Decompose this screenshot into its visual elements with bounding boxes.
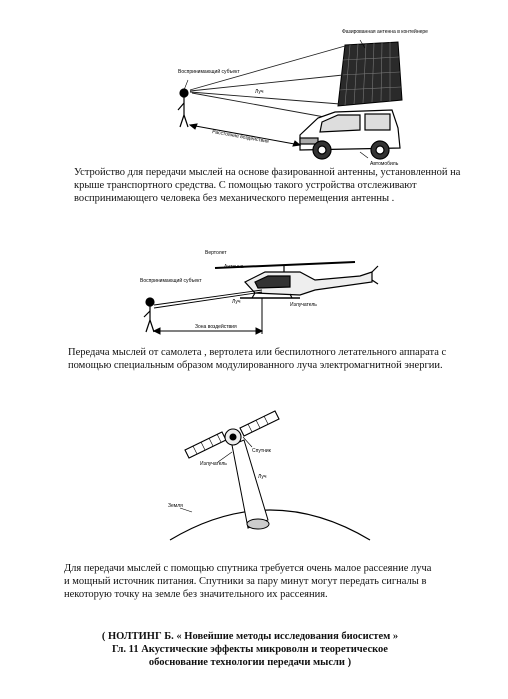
label-vehicle-1: Автомобиль [370,161,399,167]
label-distance-1: Расстояние воздействия [211,129,270,145]
label-beam-3: Луч [258,474,267,480]
caption-3-line-1: Для передачи мыслей с помощью спутника требуется очень малое рассеяние луча [64,563,432,574]
caption-1-line-1: Устройство для передачи мыслей на основе фазированной антенны, установленной на [74,167,461,178]
caption-3-line-2: и мощный источник питания. Спутники за пару минут могут передать сигналы в [64,576,427,587]
caption-3-line-3: некоторую точку на земле без значительного их рассеяния. [64,589,328,600]
label-emitter-2: Излучатель [290,302,317,308]
reference-line-1: ( НОЛТИНГ Б. « Новейшие методы исследования биосистем » [101,631,399,642]
label-earth: Земля [168,503,183,509]
label-beam-2: Луч [232,299,241,305]
earth-arc [170,510,370,540]
label-subject-1: Воспринимающий субъект [178,69,240,75]
caption-1-line-2: крыше транспортного средства. С помощью такого устройства отслеживают [74,180,417,191]
label-emitter-3: Излучатель [200,461,227,467]
reference-block [40,630,460,669]
caption-figure-2 [68,346,488,372]
caption-figure-1 [74,166,494,205]
label-subject-2: Воспринимающий субъект [140,278,202,284]
label-antenna-2: Антенна [224,264,244,270]
reference-line-3: обоснование технологии передачи мысли ) [148,657,352,668]
caption-1-line-3: воспринимающего человека без механического перемещения антенны . [74,193,395,204]
label-satellite: Спутник [252,448,271,454]
caption-2-line-1: Передача мыслей от самолета , вертолета или беспилотного летательного аппарата с [68,347,447,358]
caption-figure-3 [64,562,484,601]
label-antenna-1: Фазированная антенна в контейнере [342,29,428,35]
label-helicopter: Вертолет [205,250,227,256]
label-distance-2: Зона воздействия [195,324,237,330]
label-beam-1: Луч [255,89,264,95]
reference-line-2: Гл. 11 Акустические эффекты микроволн и теоретическое [112,644,388,655]
caption-2-line-2: помощью специальным образом модулированного луча электромагнитной энергии. [68,360,443,371]
